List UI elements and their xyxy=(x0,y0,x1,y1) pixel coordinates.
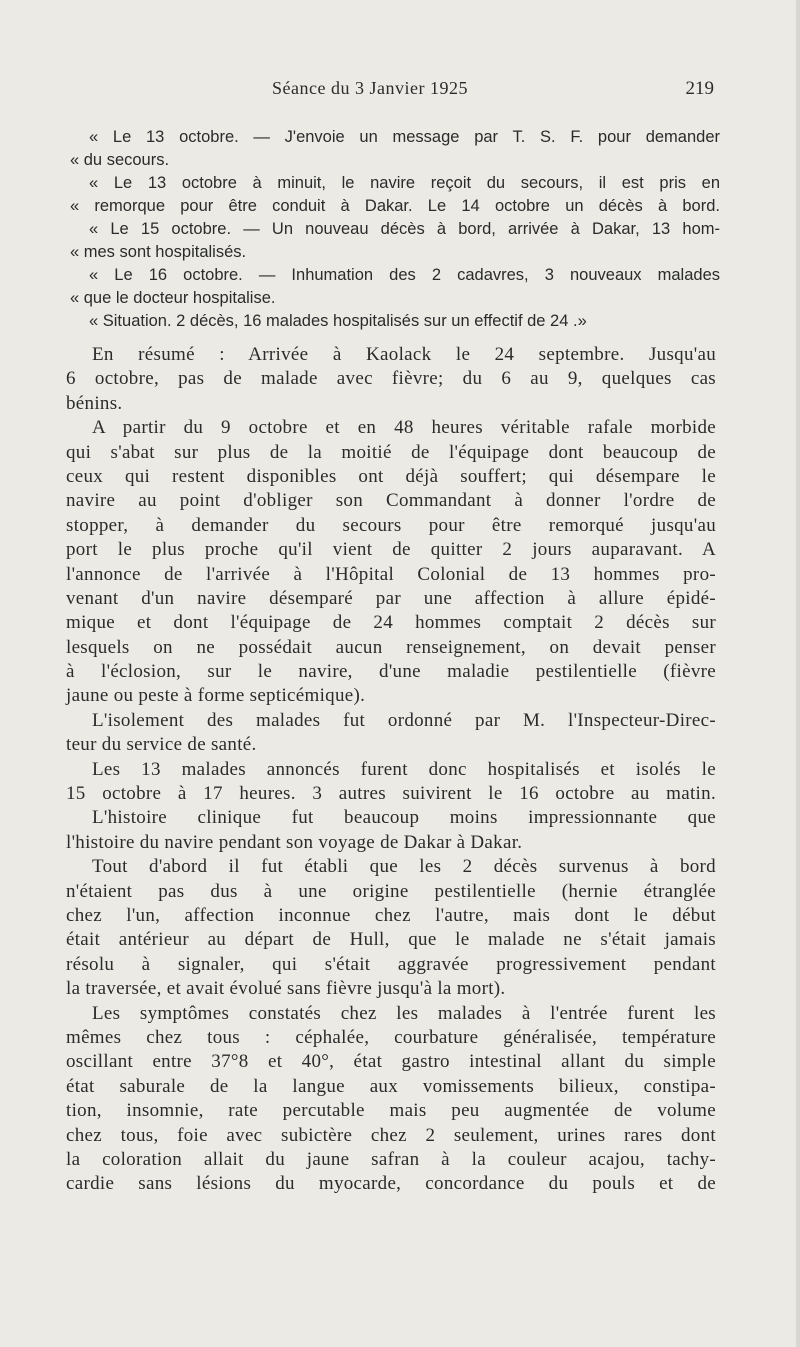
text-line: Les symptômes constatés chez les malades à l'entrée furent les xyxy=(92,1002,716,1024)
text-line: teur du service de santé. xyxy=(66,734,257,756)
text-line: tion, insomnie, rate percutable mais peu augmentée de volume xyxy=(66,1100,716,1122)
text-line: 6 octobre, pas de malade avec fièvre; du 6 au 9, quelques cas xyxy=(66,368,716,390)
text-line: jaune ou peste à forme septicémique). xyxy=(66,685,366,707)
text-line: chez tous, foie avec subictère chez 2 seulement, urines rares dont xyxy=(66,1124,716,1146)
text-line: A partir du 9 octobre et en 48 heures véritable rafale morbide xyxy=(92,417,716,439)
text-line: venant d'un navire désemparé par une affection à allure épidé- xyxy=(66,587,716,609)
text-line: chez l'un, affection inconnue chez l'autre, mais dont le début xyxy=(66,904,716,926)
text-line: navire au point d'obliger son Commandant à donner l'ordre de xyxy=(66,490,716,512)
text-line: L'histoire clinique fut beaucoup moins impressionnante que xyxy=(92,807,716,829)
running-title: Séance du 3 Janvier 1925 xyxy=(272,78,468,98)
page-edge xyxy=(796,0,800,1347)
text-line: 15 octobre à 17 heures. 3 autres suivirent le 16 octobre au matin. xyxy=(66,783,716,805)
text-line: En résumé : Arrivée à Kaolack le 24 septembre. Jusqu'au xyxy=(92,344,716,365)
quote-line: « que le docteur hospitalise. xyxy=(70,289,276,307)
page-number: 219 xyxy=(685,78,714,99)
quoted-log-block xyxy=(70,126,720,333)
page-header xyxy=(66,78,714,104)
quote-line: « Situation. 2 décès, 16 malades hospitalisés sur un effectif de 24 .» xyxy=(89,312,587,330)
text-line: qui s'abat sur plus de la moitié de l'équipage dont beaucoup de xyxy=(66,441,716,463)
text-line: L'isolement des malades fut ordonné par M. l'Inspecteur-Direc- xyxy=(92,709,716,731)
text-line: état saburale de la langue aux vomissements bilieux, constipa- xyxy=(66,1075,716,1097)
text-line: était antérieur au départ de Hull, que le malade ne s'était jamais xyxy=(66,929,716,951)
text-line: la coloration allait du jaune safran à la couleur acajou, tachy- xyxy=(66,1148,716,1170)
body-text xyxy=(66,343,716,1197)
text-line: l'annonce de l'arrivée à l'Hôpital Colonial de 13 hommes pro- xyxy=(66,563,716,585)
quote-line: « Le 16 octobre. — Inhumation des 2 cadavres, 3 nouveaux malades xyxy=(89,266,720,284)
text-line: bénins. xyxy=(66,392,123,414)
text-line: cardie sans lésions du myocarde, concordance du pouls et de xyxy=(66,1173,716,1195)
quote-line: « Le 13 octobre. — J'envoie un message par T. S. F. pour demander xyxy=(89,128,720,146)
quote-line: « remorque pour être conduit à Dakar. Le 14 octobre un décès à bord. xyxy=(70,197,720,215)
text-line: lesquels on ne possédait aucun renseignement, on devait penser xyxy=(66,636,716,658)
text-line: n'étaient pas dus à une origine pestilentielle (hernie étranglée xyxy=(66,880,716,902)
text-line: ceux qui restent disponibles ont déjà souffert; qui désempare le xyxy=(66,465,716,487)
text-line: mêmes chez tous : céphalée, courbature généralisée, température xyxy=(66,1026,716,1048)
quote-line: « du secours. xyxy=(70,151,170,169)
text-line: oscillant entre 37°8 et 40°, état gastro intestinal allant du simple xyxy=(66,1051,716,1073)
quote-line: « Le 13 octobre à minuit, le navire reçoit du secours, il est pris en xyxy=(89,174,720,192)
quote-line: « mes sont hospitalisés. xyxy=(70,243,247,261)
text-line: l'histoire du navire pendant son voyage de Dakar à Dakar. xyxy=(66,831,523,853)
text-line: à l'éclosion, sur le navire, d'une maladie pestilentielle (fièvre xyxy=(66,661,716,683)
text-line: résolu à signaler, qui s'était aggravée progressivement pendant xyxy=(66,953,716,975)
text-line: port le plus proche qu'il vient de quitter 2 jours auparavant. A xyxy=(66,539,716,561)
text-line: Les 13 malades annoncés furent donc hospitalisés et isolés le xyxy=(92,758,716,780)
text-line: mique et dont l'équipage de 24 hommes comptait 2 décès sur xyxy=(66,612,716,634)
text-line: stopper, à demander du secours pour être remorqué jusqu'au xyxy=(66,514,716,536)
text-line: la traversée, et avait évolué sans fièvre jusqu'à la mort). xyxy=(66,978,506,1000)
text-line: Tout d'abord il fut établi que les 2 décès survenus à bord xyxy=(92,856,716,878)
quote-line: « Le 15 octobre. — Un nouveau décès à bord, arrivée à Dakar, 13 hom- xyxy=(89,220,720,238)
